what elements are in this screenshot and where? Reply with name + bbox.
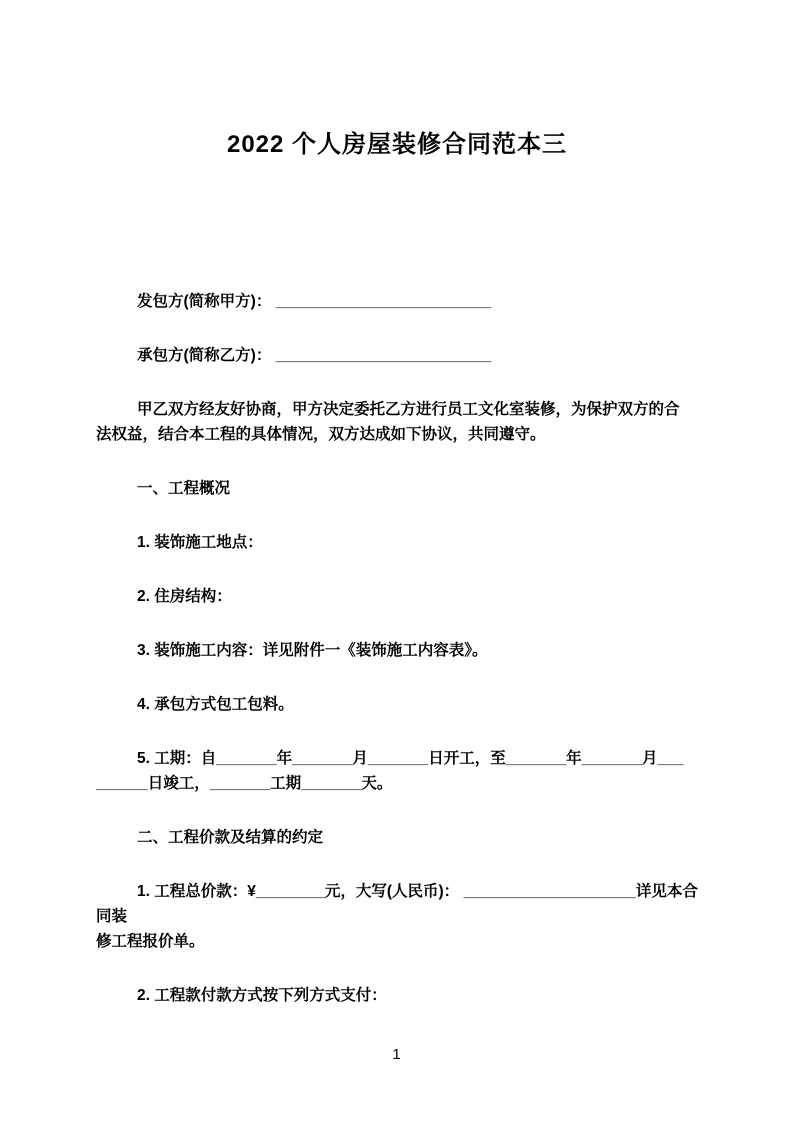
item-decoration-location: 1. 装饰施工地点： [137,534,263,551]
item-total-price-line-2: 修工程报价单。 [96,933,205,950]
document-title: 2022 个人房屋装修合同范本三 [226,131,568,158]
page-number: 1 [392,1046,401,1063]
item-housing-structure: 2. 住房结构： [137,588,232,605]
section-2-heading: 二、工程价款及结算的约定 [137,829,324,846]
item-contracting-method: 4. 承包方式包工包料。 [137,696,294,713]
item-project-duration-line-1: 5. 工期：自_______年_______月_______日开工，至_______年_______月___ [137,750,684,767]
intro-paragraph-line-1: 甲乙双方经友好协商，甲方决定委托乙方进行员工文化室装修，为保护双方的合 [137,401,680,418]
intro-paragraph-line-2: 法权益，结合本工程的具体情况，双方达成如下协议，共同遵守。 [96,426,546,443]
document-content [0,128,793,1008]
item-project-duration-line-2: ______日竣工，_______工期_______天。 [96,775,393,792]
item-total-price-line-1: 1. 工程总价款：¥________元，大写(人民币)： ____________________详见本合同装 [96,883,698,925]
item-payment-method: 2. 工程款付款方式按下列方式支付： [137,987,387,1004]
party-b-line: 承包方(简称乙方)： _________________________ [137,347,492,364]
section-1-heading: 一、工程概况 [137,480,231,497]
party-a-line: 发包方(简称甲方)： _________________________ [137,293,492,310]
item-construction-content: 3. 装饰施工内容：详见附件一《装饰施工内容表》。 [137,642,488,659]
